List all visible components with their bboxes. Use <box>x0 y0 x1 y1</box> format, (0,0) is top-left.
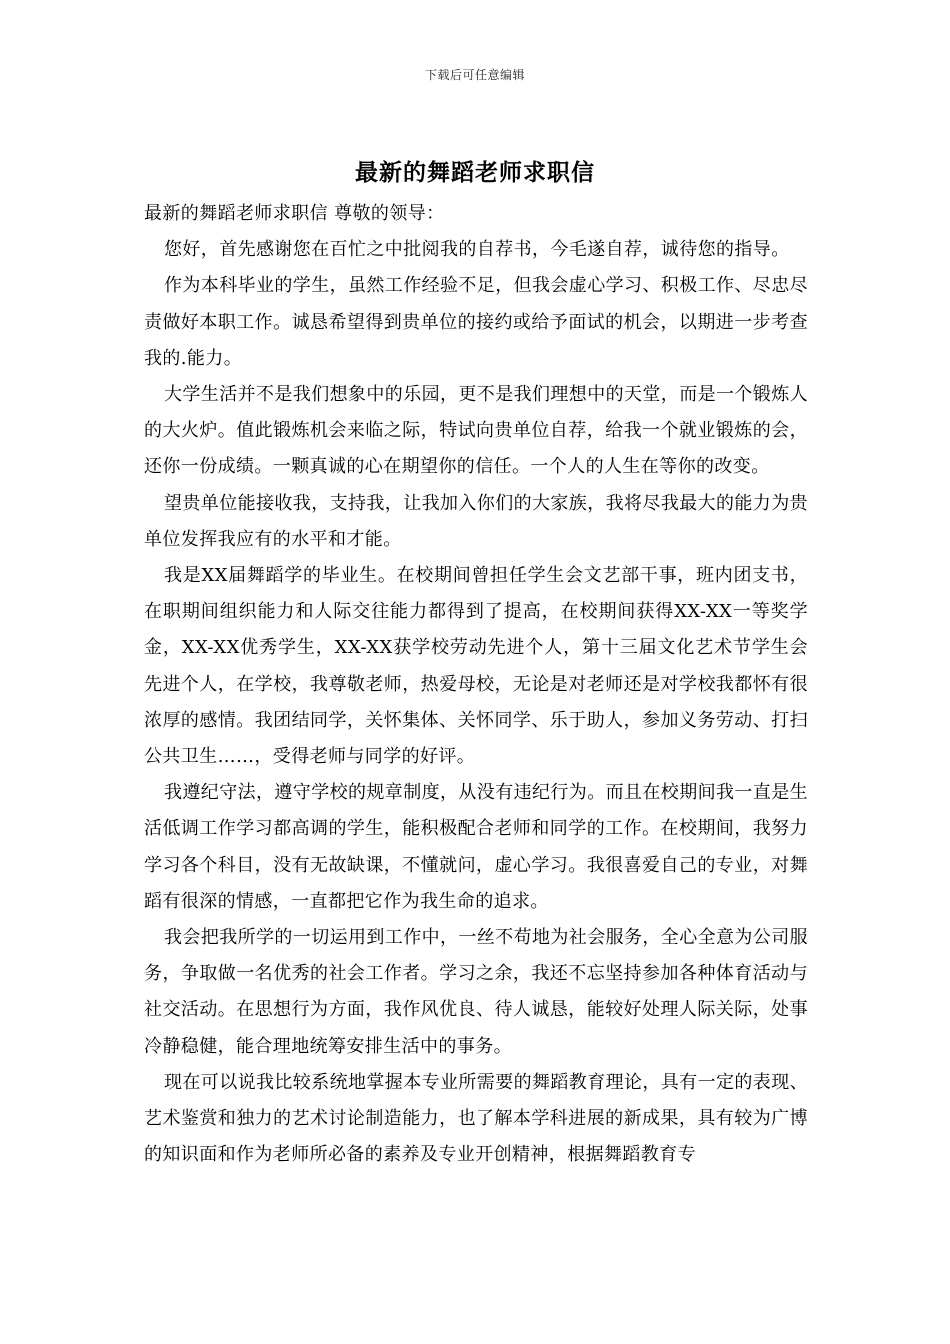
body-paragraph: 大学生活并不是我们想象中的乐园，更不是我们理想中的天堂，而是一个锻炼人的大火炉。值此锻炼机会来临之际，特试向贵单位自荐，给我一个就业锻炼的会，还你一份成绩。一颗真诚的心在期望你的信任。一个人的人生在等你的改变。 <box>144 384 808 478</box>
body-paragraph: 我遵纪守法，遵守学校的规章制度，从没有违纪行为。而且在校期间我一直是生活低调工作学习都高调的学生，能积极配合老师和同学的工作。在校期间，我努力学习各个科目，没有无故缺课，不懂就问，虚心学习。我很喜爱自己的专业，对舞蹈有很深的情感，一直都把它作为我生命的追求。 <box>144 782 808 912</box>
body-paragraph: 作为本科毕业的学生，虽然工作经验不足，但我会虚心学习、积极工作、尽忠尽责做好本职工作。诚恳希望得到贵单位的接约或给予面试的机会，以期进一步考查我的.能力。 <box>144 275 808 369</box>
salutation-paragraph: 最新的舞蹈老师求职信 尊敬的领导： <box>144 203 445 224</box>
letter-body <box>144 196 808 1173</box>
greeting-paragraph: 您好，首先感谢您在百忙之中批阅我的自荐书，今毛遂自荐，诚待您的指导。 <box>164 239 790 261</box>
document-title: 最新的舞蹈老师求职信 <box>355 159 595 186</box>
body-paragraph: 我是XX届舞蹈学的毕业生。在校期间曾担任学生会文艺部干事，班内团支书，在职期间组织能力和人际交往能力都得到了提高，在校期间获得XX-XX一等奖学金，XX-XX优秀学生，XX-XX获学校劳动先进个人，第十三届文化艺术节学生会先进个人，在学校，我尊敬老师，热爱母校，无论是对老师还是对学校我都怀有很浓厚的感情。我团结同学，关怀集体、关怀同学、乐于助人，参加义务劳动、打扫公共卫生……，受得老师与同学的好评。 <box>144 565 808 768</box>
body-paragraph: 我会把我所学的一切运用到工作中，一丝不苟地为社会服务，全心全意为公司服务，争取做一名优秀的社会工作者。学习之余，我还不忘坚持参加各种体育活动与社交活动。在思想行为方面，我作风优良、待人诚恳，能较好处理人际关际，处事冷静稳健，能合理地统筹安排生活中的事务。 <box>144 927 808 1057</box>
header-note: 下载后可任意编辑 <box>424 68 525 82</box>
body-paragraph: 现在可以说我比较系统地掌握本专业所需要的舞蹈教育理论，具有一定的表现、艺术鉴赏和独力的艺术讨论制造能力，也了解本学科进展的新成果，具有较为广博的知识面和作为老师所必备的素养及专业开创精神，根据舞蹈教育专 <box>144 1071 808 1166</box>
body-paragraph: 望贵单位能接收我，支持我，让我加入你们的大家族，我将尽我最大的能力为贵单位发挥我应有的水平和才能。 <box>144 492 808 550</box>
